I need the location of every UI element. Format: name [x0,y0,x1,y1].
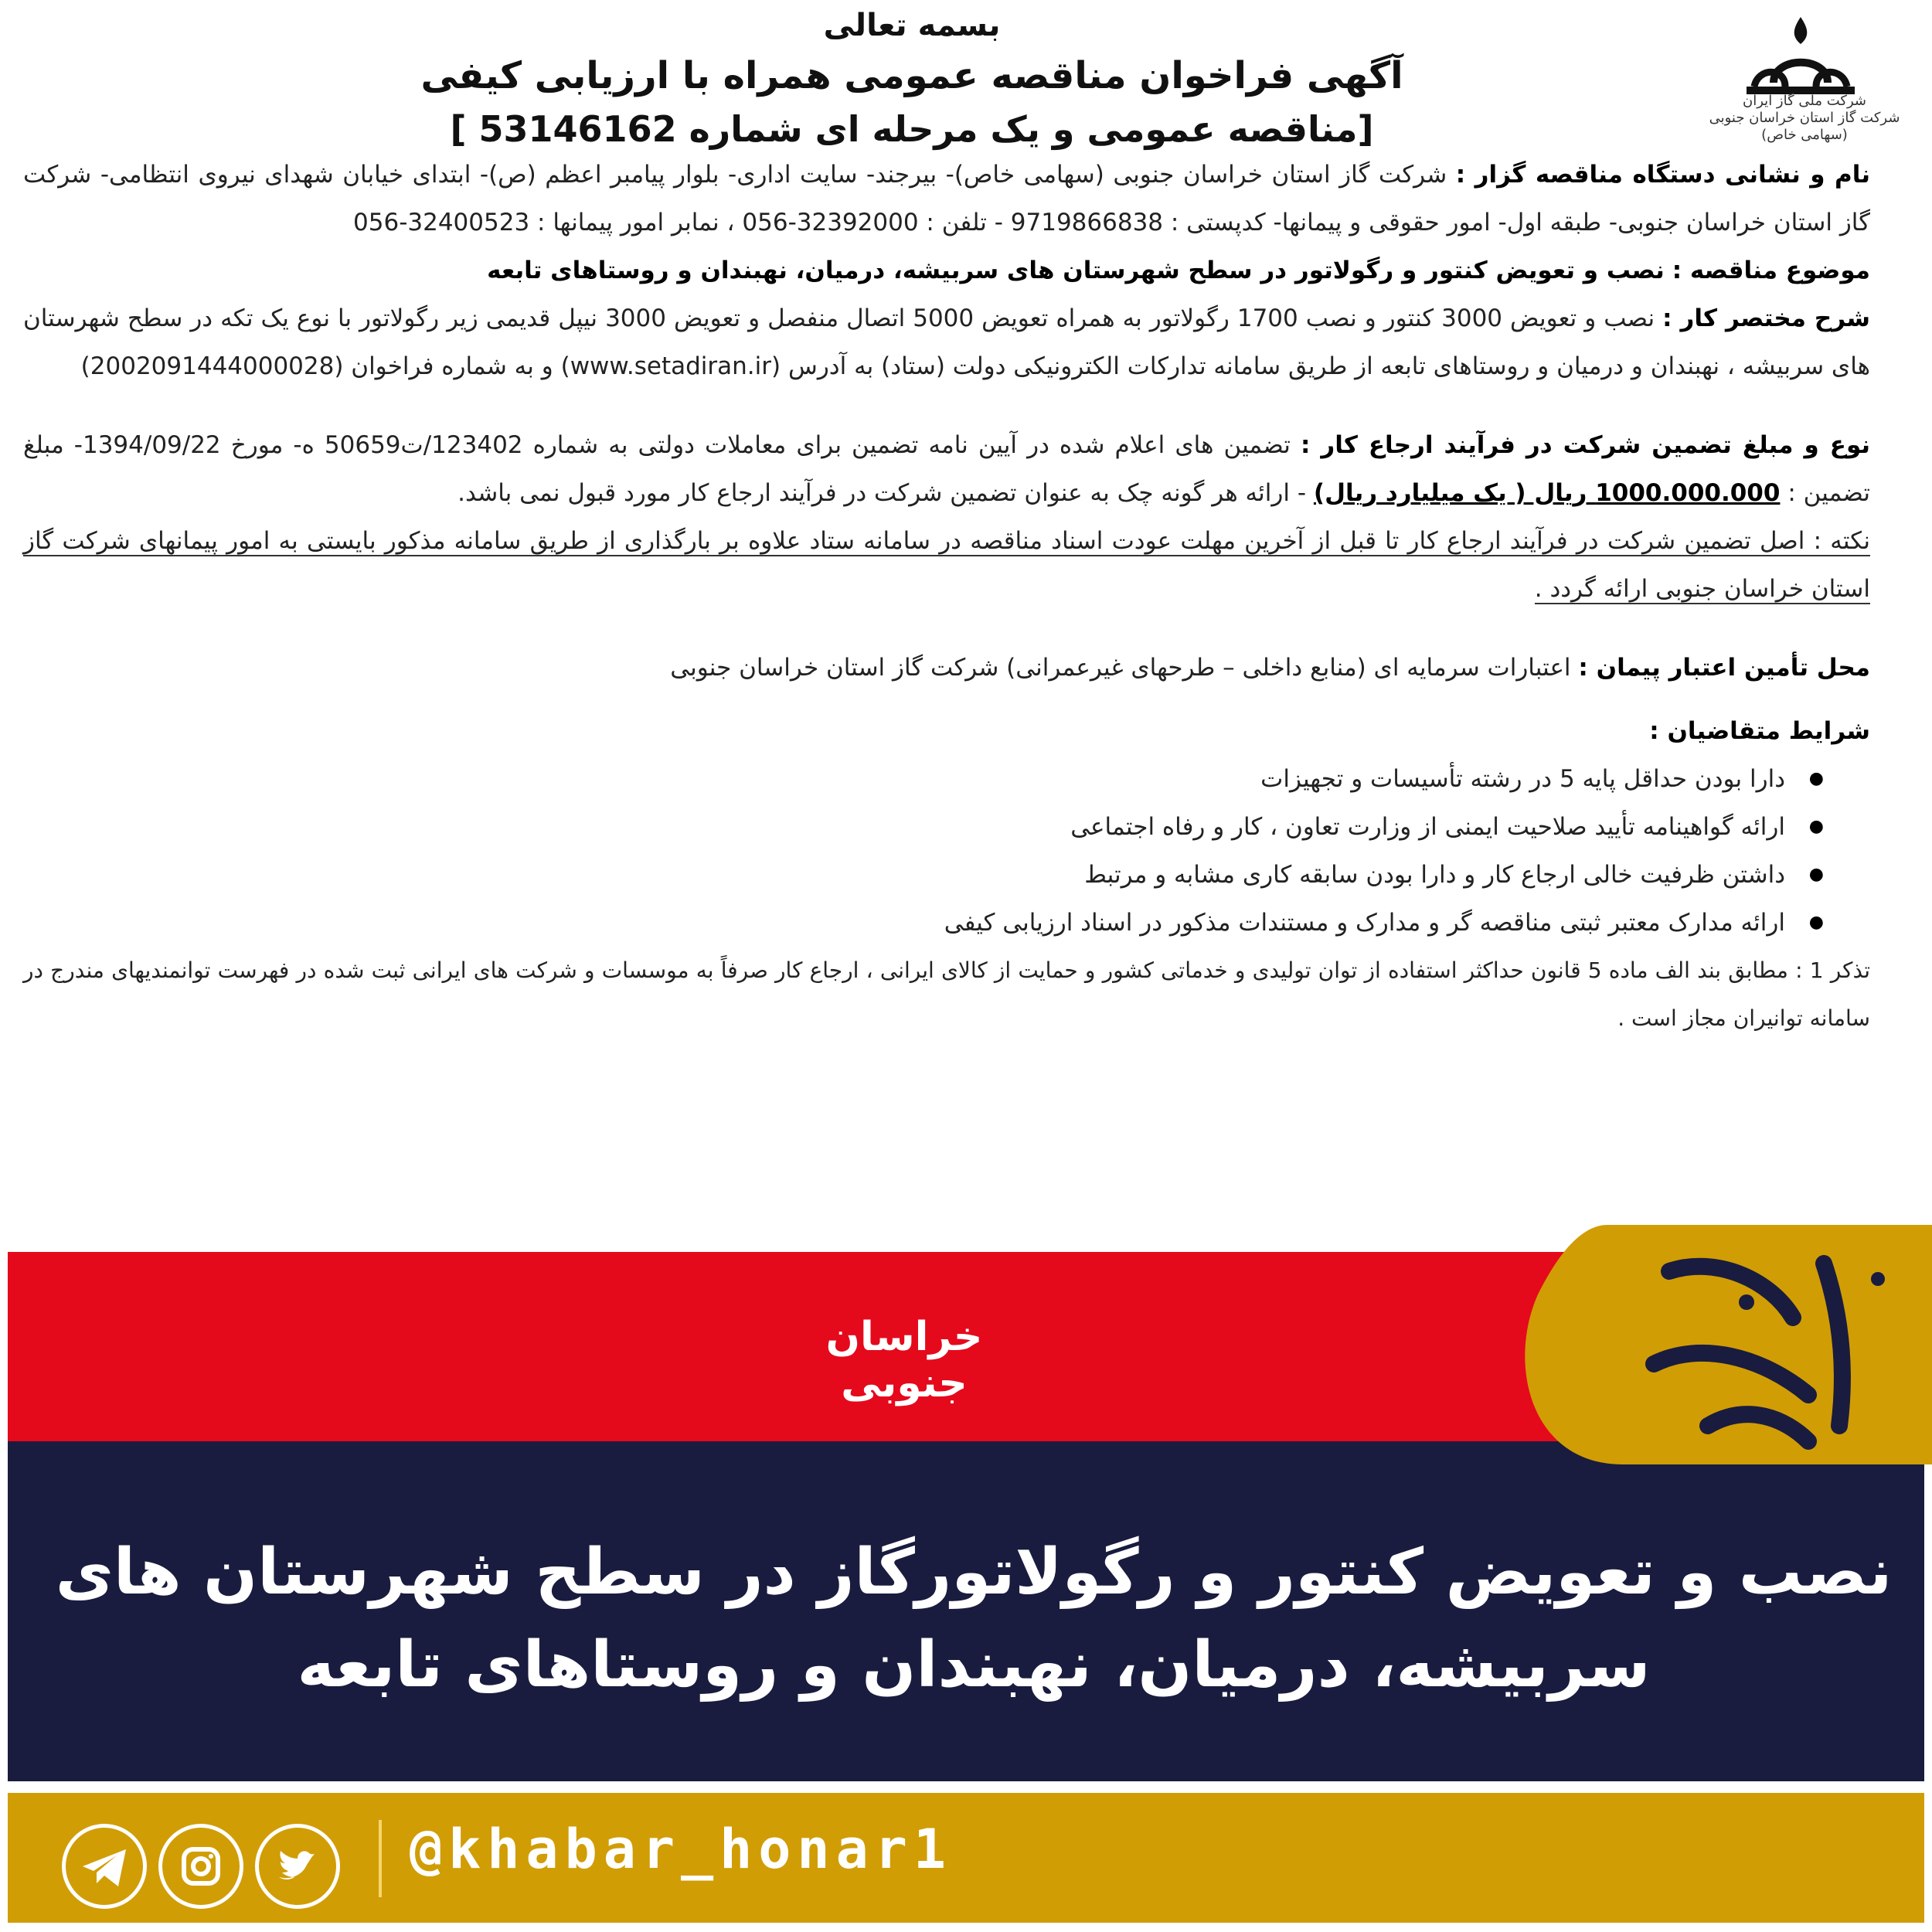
list-item: ● دارا بودن حداقل پایه 5 در رشته تأسیسات و تجهیزات [23,755,1824,803]
list-item: ● ارائه گواهینامه تأیید صلاحیت ایمنی از وزارت تعاون ، کار و رفاه اجتماعی [23,803,1824,851]
document-header [332,8,1492,150]
conditions-heading: شرایط متقاضیان : [1649,717,1870,745]
subject-paragraph: موضوع مناقصه : نصب و تعویض کنتور و رگولاتور در سطح شهرستان های سربیشه، درمیان، نهبندان و روستاهای تابعه [487,257,1870,284]
funding-paragraph: محل تأمین اعتبار پیمان : اعتبارات سرمایه ای (منابع داخلی – طرحهای غیرعمرانی) شرکت گاز استان خراسان جنوبی [670,654,1870,682]
summary-paragraph: شرح مختصر کار : نصب و تعویض 3000 کنتور و نصب 1700 رگولاتور به همراه تعویض 5000 اتصال منفصل و تعویض 3000 نیپل قدیمی زیر رگولاتور با نوع یک تکه در سطح شهرستان های سربیشه ، نهبندان و درمیان و روستاهای تابعه از طریق سامانه تدارکات الکترونیکی دولت (ستاد) به آدرس (www.setadiran.ir) و به شماره فراخوان (2002091444000028) [23,304,1871,380]
conditions-list [23,755,1870,947]
headline-title: نصب و تعویض کنتور و رگولاتورگاز در سطح شهرستان های سربیشه، درمیان، نهبندان و روستاهای تابعه [55,1536,1893,1702]
footer-divider [379,1820,382,1897]
logo-caption: شرکت ملی گاز ایران شرکت گاز استان خراسان جنوبی (سهامی خاص) [1709,93,1900,143]
document-title: آگهی فراخوان مناقصه عمومی همراه با ارزیابی کیفی [420,54,1403,97]
instagram-icon[interactable] [158,1824,243,1909]
telegram-icon[interactable] [62,1824,147,1909]
invocation-line: بسمه تعالی [823,8,1001,43]
guarantee-paragraph: نوع و مبلغ تضمین شرکت در فرآیند ارجاع کار : تضمین های اعلام شده در آیین نامه تضمین برای معاملات دولتی به شماره 123402/ت50659 ه- مورخ 1394/09/22- مبلغ تضمین : 1000.000.000 ریال ( یک میلیارد ریال) - ارائه هر گونه چک به عنوان تضمین شرکت در فرآیند ارجاع کار مورد قبول نمی باشد. [23,431,1871,507]
list-item: ● ارائه مدارک معتبر ثبتی مناقصه گر و مدارک و مستندات مذکور در اسناد ارزیابی کیفی [23,899,1824,947]
tender-number: [مناقصه عمومی و یک مرحله ای شماره 53146162 ] [450,108,1374,150]
reminder-paragraph: تذکر 1 : مطابق بند الف ماده 5 قانون حداکثر استفاده از توان تولیدی و خدماتی کشور و حمایت از کالای ایرانی ، ارجاع کار صرفاً به موسسات و شرکت های ایرانی ثبت شده در فهرست توانمندیهای مندرج در سامانه توانیران مجاز است . [23,957,1870,1031]
region-label: خراسان جنوبی [825,1314,983,1406]
note-paragraph: نکته : اصل تضمین شرکت در فرآیند ارجاع کار تا قبل از آخرین مهلت عودت اسناد مناقصه در سامانه ستاد علاوه بر بارگذاری از طریق سامانه مذکور بایستی به امور پیمانهای شرکت گاز استان خراسان جنوبی ارائه گردد . [23,527,1870,603]
document-body [23,151,1870,1043]
address-paragraph: نام و نشانی دستگاه مناقصه گزار : شرکت گاز استان خراسان جنوبی (سهامی خاص)- بیرجند- سایت اداری- بلوار پیامبر اعظم (ص)- ابتدای خیابان شهدای نیروی انتظامی- شرکت گاز استان خراسان جنوبی- طبقه اول- امور حقوقی و پیمانها- کدپستی : 9719866838 - تلفن : 32392000-056 ، نمابر امور پیمانها : 32400523-056 [23,161,1871,236]
list-item: ● داشتن ظرفیت خالی ارجاع کار و دارا بودن سابقه کاری مشابه و مرتبط [23,851,1824,899]
social-handle[interactable]: @khabar_honar1 [410,1818,953,1881]
khabar-honar-logo [1515,1209,1932,1480]
twitter-icon[interactable] [255,1824,340,1909]
